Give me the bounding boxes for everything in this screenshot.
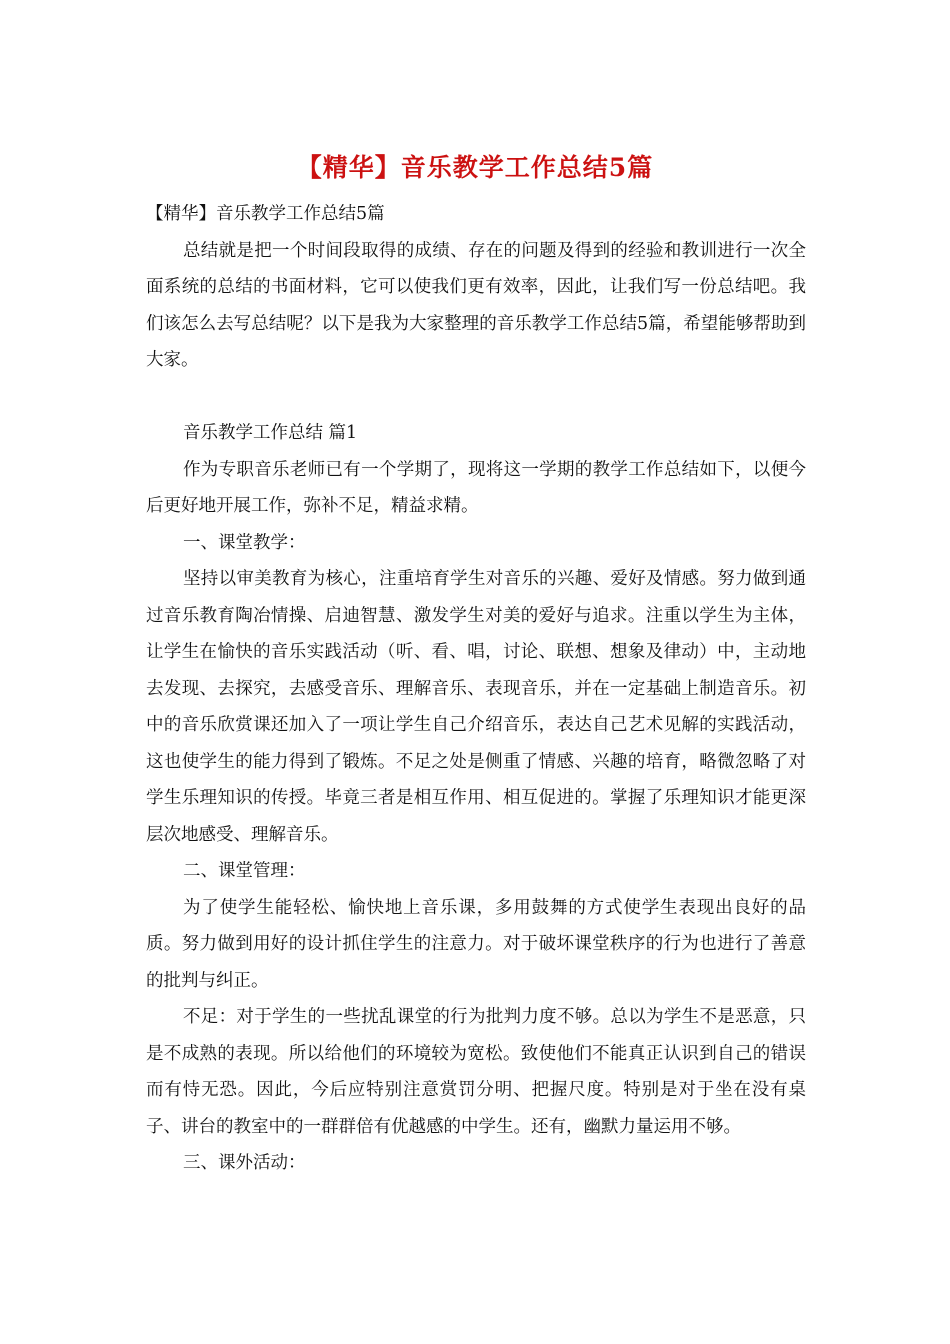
heading-extracurricular: 三、课外活动： [183,1153,306,1173]
paragraph-opening: 作为专职音乐老师已有一个学期了，现将这一学期的教学工作总结如下，以便今后更好地开展工作，弥补不足，精益求精。 [146,459,806,516]
document-title: 【精华】音乐教学工作总结5篇 [296,153,654,182]
heading-classroom-teaching: 一、课堂教学： [183,532,306,553]
paragraph-shortcomings: 不足：对于学生的一些扰乱课堂的行为批判力度不够。总以为学生不是恶意，只是不成熟的表现。所以给他们的环境较为宽松。致使他们不能真正认识到自己的错误而有恃无恐。因此，今后应特别注意赏罚分明、把握尺度。特别是对于坐在没有桌子、讲台的教室中的一群群倍有优越感的中学生。还有，幽默力量运用不够。 [146,1007,806,1137]
section-heading: 音乐教学工作总结 篇1 [183,423,358,443]
document-subtitle: 【精华】音乐教学工作总结5篇 [146,204,385,224]
paragraph-classroom-teaching: 坚持以审美教育为核心，注重培育学生对音乐的兴趣、爱好及情感。努力做到通过音乐教育陶冶情操、启迪智慧、激发学生对美的爱好与追求。注重以学生为主体，让学生在愉快的音乐实践活动（听、看、唱，讨论、联想、想象及律动）中，主动地去发现、去探究，去感受音乐、理解音乐、表现音乐，并在一定基础上制造音乐。初中的音乐欣赏课还加入了一项让学生自己介绍音乐，表达自己艺术见解的实践活动，这也使学生的能力得到了锻炼。不足之处是侧重了情感、兴趣的培育，略微忽略了对学生乐理知识的传授。毕竟三者是相互作用、相互促进的。掌握了乐理知识才能更深层次地感受、理解音乐。 [146,569,806,845]
blank-line [146,379,806,416]
paragraph-classroom-management: 为了使学生能轻松、愉快地上音乐课，多用鼓舞的方式使学生表现出良好的品质。努力做到用好的设计抓住学生的注意力。对于破坏课堂秩序的行为也进行了善意的批判与纠正。 [146,897,806,991]
intro-paragraph: 总结就是把一个时间段取得的成绩、存在的问题及得到的经验和教训进行一次全面系统的总结的书面材料，它可以使我们更有效率，因此，让我们写一份总结吧。我们该怎么去写总结呢？以下是我为大家整理的音乐教学工作总结5篇，希望能够帮助到大家。 [146,240,806,370]
document-body [146,196,806,1182]
heading-classroom-management: 二、课堂管理： [183,861,306,881]
